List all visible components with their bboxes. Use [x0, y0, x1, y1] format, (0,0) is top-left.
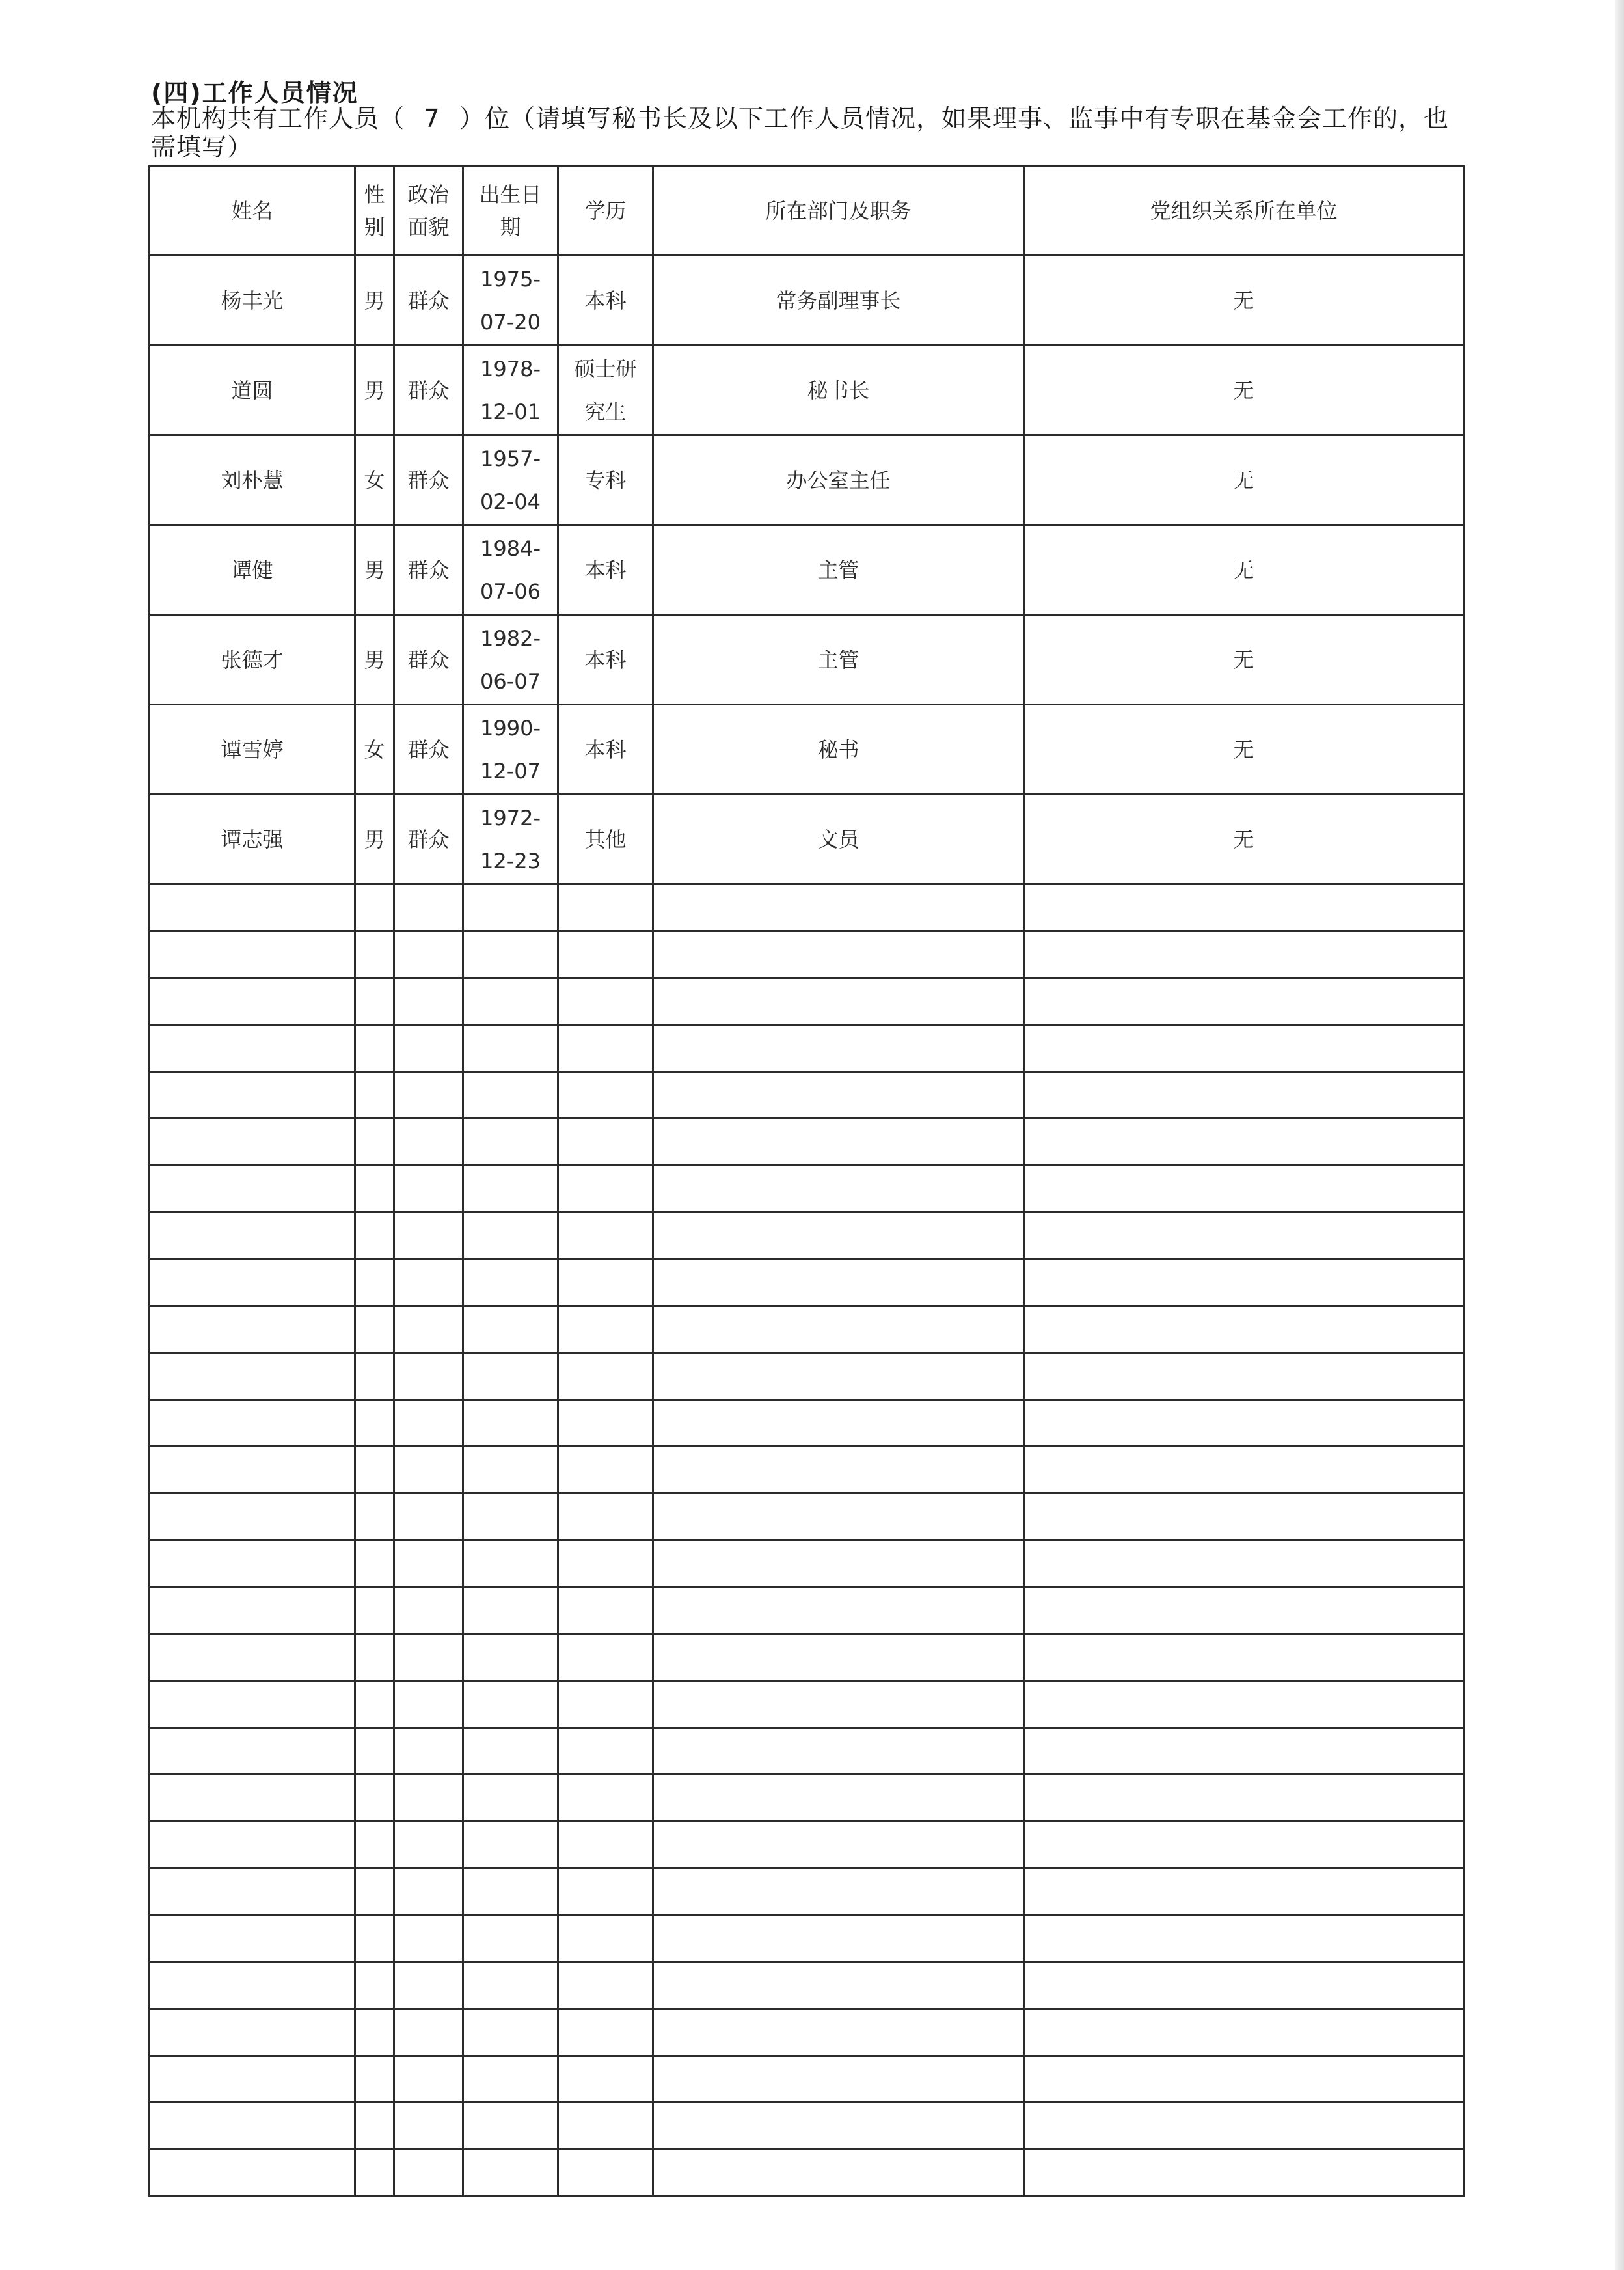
blank-cell	[355, 2009, 394, 2056]
blank-cell	[355, 1259, 394, 1306]
blank-cell	[558, 1353, 653, 1400]
blank-cell	[150, 1728, 355, 1775]
cell-position: 主管	[653, 615, 1024, 705]
blank-row	[150, 1775, 1464, 1822]
blank-cell	[463, 2150, 558, 2196]
header-department: 所在部门及职务	[653, 167, 1024, 256]
blank-cell	[394, 1681, 463, 1728]
blank-cell	[463, 1072, 558, 1119]
blank-cell	[355, 1681, 394, 1728]
blank-cell	[1024, 1400, 1464, 1447]
header-gender: 性 别	[355, 167, 394, 256]
blank-cell	[653, 1822, 1024, 1868]
blank-cell	[355, 1728, 394, 1775]
blank-cell	[355, 1494, 394, 1540]
cell-party-unit: 无	[1024, 256, 1464, 346]
blank-cell	[558, 1166, 653, 1212]
staff-count: 7	[424, 104, 440, 133]
blank-cell	[355, 2150, 394, 2196]
blank-cell	[1024, 2009, 1464, 2056]
blank-cell	[558, 1447, 653, 1494]
blank-cell	[463, 1915, 558, 1962]
blank-cell	[394, 1119, 463, 1166]
blank-cell	[653, 1400, 1024, 1447]
blank-cell	[394, 978, 463, 1025]
blank-cell	[394, 2056, 463, 2103]
blank-row	[150, 1447, 1464, 1494]
cell-name: 谭志强	[150, 795, 355, 884]
blank-cell	[394, 1962, 463, 2009]
blank-cell	[653, 1072, 1024, 1119]
cell-name: 杨丰光	[150, 256, 355, 346]
blank-cell	[653, 1540, 1024, 1587]
blank-cell	[394, 1822, 463, 1868]
blank-cell	[653, 1306, 1024, 1353]
blank-cell	[463, 1447, 558, 1494]
cell-education: 专科	[558, 435, 653, 525]
blank-cell	[558, 1119, 653, 1166]
blank-cell	[150, 2009, 355, 2056]
blank-row	[150, 1259, 1464, 1306]
blank-cell	[558, 1822, 653, 1868]
blank-cell	[394, 1868, 463, 1915]
cell-political: 群众	[394, 615, 463, 705]
blank-cell	[463, 978, 558, 1025]
cell-education: 本科	[558, 705, 653, 795]
blank-cell	[463, 2009, 558, 2056]
blank-cell	[150, 931, 355, 978]
blank-cell	[355, 1306, 394, 1353]
header-education: 学历	[558, 167, 653, 256]
blank-cell	[394, 1540, 463, 1587]
blank-cell	[463, 884, 558, 931]
blank-cell	[150, 1775, 355, 1822]
blank-cell	[394, 1072, 463, 1119]
blank-cell	[558, 1494, 653, 1540]
blank-row	[150, 1306, 1464, 1353]
blank-cell	[394, 1212, 463, 1259]
blank-row	[150, 1822, 1464, 1868]
blank-cell	[653, 2056, 1024, 2103]
cell-gender: 男	[355, 795, 394, 884]
blank-cell	[463, 1353, 558, 1400]
blank-cell	[653, 1166, 1024, 1212]
blank-cell	[355, 1166, 394, 1212]
blank-cell	[394, 2103, 463, 2150]
scan-page-edge	[1615, 0, 1624, 2270]
blank-cell	[394, 2150, 463, 2196]
blank-row	[150, 1681, 1464, 1728]
blank-cell	[463, 1259, 558, 1306]
blank-cell	[394, 1306, 463, 1353]
table-row	[150, 435, 1464, 525]
blank-cell	[1024, 1587, 1464, 1634]
blank-cell	[1024, 1494, 1464, 1540]
blank-cell	[355, 1915, 394, 1962]
blank-cell	[394, 1634, 463, 1681]
cell-birth: 1972- 12-23	[463, 795, 558, 884]
blank-row	[150, 2056, 1464, 2103]
blank-row	[150, 2150, 1464, 2196]
blank-cell	[653, 1447, 1024, 1494]
blank-cell	[463, 1681, 558, 1728]
blank-row	[150, 1540, 1464, 1587]
blank-cell	[1024, 1681, 1464, 1728]
blank-cell	[463, 2103, 558, 2150]
blank-cell	[355, 1634, 394, 1681]
cell-gender: 男	[355, 256, 394, 346]
blank-row	[150, 884, 1464, 931]
blank-cell	[558, 1634, 653, 1681]
blank-cell	[558, 1540, 653, 1587]
blank-cell	[653, 1728, 1024, 1775]
blank-cell	[558, 884, 653, 931]
blank-cell	[653, 884, 1024, 931]
blank-cell	[1024, 2103, 1464, 2150]
blank-cell	[558, 1775, 653, 1822]
blank-row	[150, 1025, 1464, 1072]
cell-party-unit: 无	[1024, 525, 1464, 615]
blank-cell	[653, 1025, 1024, 1072]
blank-cell	[1024, 931, 1464, 978]
blank-cell	[1024, 1447, 1464, 1494]
intro-suffix: ）位（请填写秘书长及以下工作人员情况，如果理事、监事中有专职在基金会工作的，也需填写）	[151, 104, 1450, 161]
blank-row	[150, 1962, 1464, 2009]
blank-cell	[1024, 1072, 1464, 1119]
blank-cell	[1024, 1259, 1464, 1306]
blank-cell	[355, 1025, 394, 1072]
blank-cell	[558, 2009, 653, 2056]
blank-cell	[1024, 978, 1464, 1025]
blank-cell	[355, 1587, 394, 1634]
table-row	[150, 795, 1464, 884]
blank-row	[150, 1166, 1464, 1212]
blank-cell	[355, 884, 394, 931]
cell-birth: 1975- 07-20	[463, 256, 558, 346]
blank-cell	[355, 978, 394, 1025]
blank-cell	[394, 1447, 463, 1494]
table-row	[150, 615, 1464, 705]
cell-position: 常务副理事长	[653, 256, 1024, 346]
blank-cell	[150, 2103, 355, 2150]
cell-party-unit: 无	[1024, 795, 1464, 884]
cell-party-unit: 无	[1024, 615, 1464, 705]
cell-political: 群众	[394, 795, 463, 884]
blank-cell	[558, 931, 653, 978]
blank-cell	[394, 1587, 463, 1634]
blank-cell	[355, 1962, 394, 2009]
blank-cell	[463, 1212, 558, 1259]
blank-cell	[394, 1728, 463, 1775]
blank-cell	[653, 1587, 1024, 1634]
blank-cell	[653, 1119, 1024, 1166]
blank-cell	[558, 2056, 653, 2103]
cell-name: 谭雪婷	[150, 705, 355, 795]
blank-row	[150, 1119, 1464, 1166]
cell-name: 张德才	[150, 615, 355, 705]
blank-cell	[355, 1119, 394, 1166]
blank-cell	[463, 1494, 558, 1540]
cell-party-unit: 无	[1024, 435, 1464, 525]
cell-position: 主管	[653, 525, 1024, 615]
cell-education: 硕士研 究生	[558, 346, 653, 435]
cell-party-unit: 无	[1024, 705, 1464, 795]
blank-cell	[394, 1494, 463, 1540]
blank-cell	[558, 1868, 653, 1915]
blank-cell	[355, 1775, 394, 1822]
blank-cell	[150, 1447, 355, 1494]
cell-political: 群众	[394, 346, 463, 435]
blank-cell	[150, 1259, 355, 1306]
blank-cell	[394, 1775, 463, 1822]
blank-cell	[1024, 1166, 1464, 1212]
blank-cell	[150, 1166, 355, 1212]
blank-cell	[463, 1962, 558, 2009]
blank-row	[150, 1072, 1464, 1119]
header-party-unit: 党组织关系所在单位	[1024, 167, 1464, 256]
blank-cell	[463, 1634, 558, 1681]
blank-cell	[1024, 884, 1464, 931]
cell-education: 其他	[558, 795, 653, 884]
staff-intro	[151, 104, 1452, 161]
blank-cell	[463, 1119, 558, 1166]
section-heading: (四)工作人员情况	[151, 79, 359, 107]
blank-row	[150, 1212, 1464, 1259]
blank-cell	[150, 1915, 355, 1962]
blank-cell	[150, 1119, 355, 1166]
blank-cell	[355, 1868, 394, 1915]
blank-cell	[1024, 1540, 1464, 1587]
cell-birth: 1982- 06-07	[463, 615, 558, 705]
cell-birth: 1990- 12-07	[463, 705, 558, 795]
blank-row	[150, 978, 1464, 1025]
staff-table	[148, 165, 1465, 2197]
table-row	[150, 525, 1464, 615]
blank-cell	[150, 1212, 355, 1259]
blank-cell	[150, 1540, 355, 1587]
blank-row	[150, 2103, 1464, 2150]
blank-cell	[150, 1494, 355, 1540]
blank-cell	[558, 1400, 653, 1447]
blank-cell	[558, 1681, 653, 1728]
blank-cell	[150, 1587, 355, 1634]
blank-cell	[463, 931, 558, 978]
blank-cell	[463, 1540, 558, 1587]
blank-row	[150, 1915, 1464, 1962]
cell-position: 秘书长	[653, 346, 1024, 435]
cell-name: 谭健	[150, 525, 355, 615]
blank-cell	[394, 1400, 463, 1447]
cell-gender: 男	[355, 525, 394, 615]
blank-row	[150, 1634, 1464, 1681]
blank-cell	[558, 1072, 653, 1119]
blank-cell	[1024, 1868, 1464, 1915]
cell-political: 群众	[394, 256, 463, 346]
blank-cell	[1024, 1728, 1464, 1775]
blank-cell	[150, 2056, 355, 2103]
blank-cell	[463, 1400, 558, 1447]
blank-cell	[653, 978, 1024, 1025]
blank-cell	[150, 1353, 355, 1400]
cell-gender: 男	[355, 346, 394, 435]
blank-cell	[558, 1962, 653, 2009]
blank-cell	[150, 1822, 355, 1868]
blank-cell	[150, 1868, 355, 1915]
blank-cell	[1024, 1353, 1464, 1400]
blank-row	[150, 1587, 1464, 1634]
blank-row	[150, 1728, 1464, 1775]
cell-birth: 1957- 02-04	[463, 435, 558, 525]
blank-cell	[558, 1306, 653, 1353]
blank-cell	[1024, 1822, 1464, 1868]
cell-gender: 男	[355, 615, 394, 705]
table-row	[150, 346, 1464, 435]
cell-birth: 1984- 07-06	[463, 525, 558, 615]
blank-cell	[394, 1353, 463, 1400]
blank-cell	[558, 1259, 653, 1306]
blank-cell	[394, 884, 463, 931]
blank-cell	[653, 1212, 1024, 1259]
cell-gender: 女	[355, 435, 394, 525]
cell-education: 本科	[558, 256, 653, 346]
blank-cell	[1024, 1212, 1464, 1259]
blank-cell	[355, 1353, 394, 1400]
blank-cell	[355, 1447, 394, 1494]
blank-row	[150, 2009, 1464, 2056]
blank-cell	[558, 2150, 653, 2196]
blank-cell	[558, 1212, 653, 1259]
blank-cell	[394, 1915, 463, 1962]
blank-cell	[653, 1681, 1024, 1728]
intro-prefix: 本机构共有工作人员（	[151, 104, 405, 133]
blank-cell	[150, 1025, 355, 1072]
blank-cell	[150, 978, 355, 1025]
blank-cell	[355, 931, 394, 978]
blank-row	[150, 1494, 1464, 1540]
blank-cell	[653, 1259, 1024, 1306]
table-header-row	[150, 167, 1464, 256]
blank-cell	[150, 2150, 355, 2196]
blank-cell	[150, 1962, 355, 2009]
blank-cell	[150, 1400, 355, 1447]
cell-position: 文员	[653, 795, 1024, 884]
cell-name: 刘朴慧	[150, 435, 355, 525]
blank-cell	[463, 2056, 558, 2103]
blank-cell	[653, 1868, 1024, 1915]
blank-cell	[394, 1025, 463, 1072]
blank-cell	[653, 2150, 1024, 2196]
cell-education: 本科	[558, 525, 653, 615]
blank-cell	[558, 1915, 653, 1962]
blank-row	[150, 1353, 1464, 1400]
blank-cell	[653, 931, 1024, 978]
blank-cell	[394, 931, 463, 978]
blank-cell	[355, 1212, 394, 1259]
cell-political: 群众	[394, 435, 463, 525]
blank-cell	[558, 1025, 653, 1072]
blank-cell	[1024, 2150, 1464, 2196]
blank-cell	[394, 1259, 463, 1306]
blank-cell	[558, 2103, 653, 2150]
cell-birth: 1978- 12-01	[463, 346, 558, 435]
blank-cell	[1024, 2056, 1464, 2103]
blank-row	[150, 1868, 1464, 1915]
blank-cell	[463, 1587, 558, 1634]
blank-cell	[355, 2056, 394, 2103]
blank-cell	[355, 1400, 394, 1447]
blank-cell	[394, 2009, 463, 2056]
blank-cell	[1024, 1915, 1464, 1962]
blank-cell	[1024, 1962, 1464, 2009]
blank-cell	[394, 1166, 463, 1212]
blank-cell	[1024, 1025, 1464, 1072]
blank-cell	[355, 1072, 394, 1119]
cell-party-unit: 无	[1024, 346, 1464, 435]
cell-position: 办公室主任	[653, 435, 1024, 525]
blank-row	[150, 1400, 1464, 1447]
cell-political: 群众	[394, 525, 463, 615]
blank-cell	[653, 1634, 1024, 1681]
blank-cell	[463, 1166, 558, 1212]
blank-cell	[1024, 1119, 1464, 1166]
cell-political: 群众	[394, 705, 463, 795]
table-row	[150, 256, 1464, 346]
cell-name: 道圆	[150, 346, 355, 435]
blank-cell	[150, 1681, 355, 1728]
blank-cell	[463, 1025, 558, 1072]
blank-cell	[150, 1634, 355, 1681]
blank-cell	[558, 1587, 653, 1634]
header-political: 政治 面貌	[394, 167, 463, 256]
blank-cell	[355, 2103, 394, 2150]
blank-cell	[653, 1353, 1024, 1400]
blank-cell	[558, 978, 653, 1025]
blank-cell	[1024, 1634, 1464, 1681]
blank-cell	[653, 2009, 1024, 2056]
blank-cell	[653, 1962, 1024, 2009]
blank-cell	[653, 1775, 1024, 1822]
blank-cell	[653, 1915, 1024, 1962]
blank-cell	[1024, 1306, 1464, 1353]
cell-position: 秘书	[653, 705, 1024, 795]
blank-cell	[150, 1306, 355, 1353]
blank-cell	[150, 884, 355, 931]
cell-education: 本科	[558, 615, 653, 705]
blank-cell	[463, 1822, 558, 1868]
blank-cell	[653, 2103, 1024, 2150]
cell-gender: 女	[355, 705, 394, 795]
blank-cell	[1024, 1775, 1464, 1822]
blank-cell	[355, 1540, 394, 1587]
blank-cell	[463, 1868, 558, 1915]
blank-cell	[463, 1306, 558, 1353]
blank-cell	[558, 1728, 653, 1775]
blank-cell	[355, 1822, 394, 1868]
staff-table-body	[150, 256, 1464, 2196]
blank-cell	[463, 1775, 558, 1822]
header-name: 姓名	[150, 167, 355, 256]
blank-cell	[463, 1728, 558, 1775]
header-birth: 出生日 期	[463, 167, 558, 256]
blank-cell	[150, 1072, 355, 1119]
blank-cell	[653, 1494, 1024, 1540]
blank-row	[150, 931, 1464, 978]
table-row	[150, 705, 1464, 795]
